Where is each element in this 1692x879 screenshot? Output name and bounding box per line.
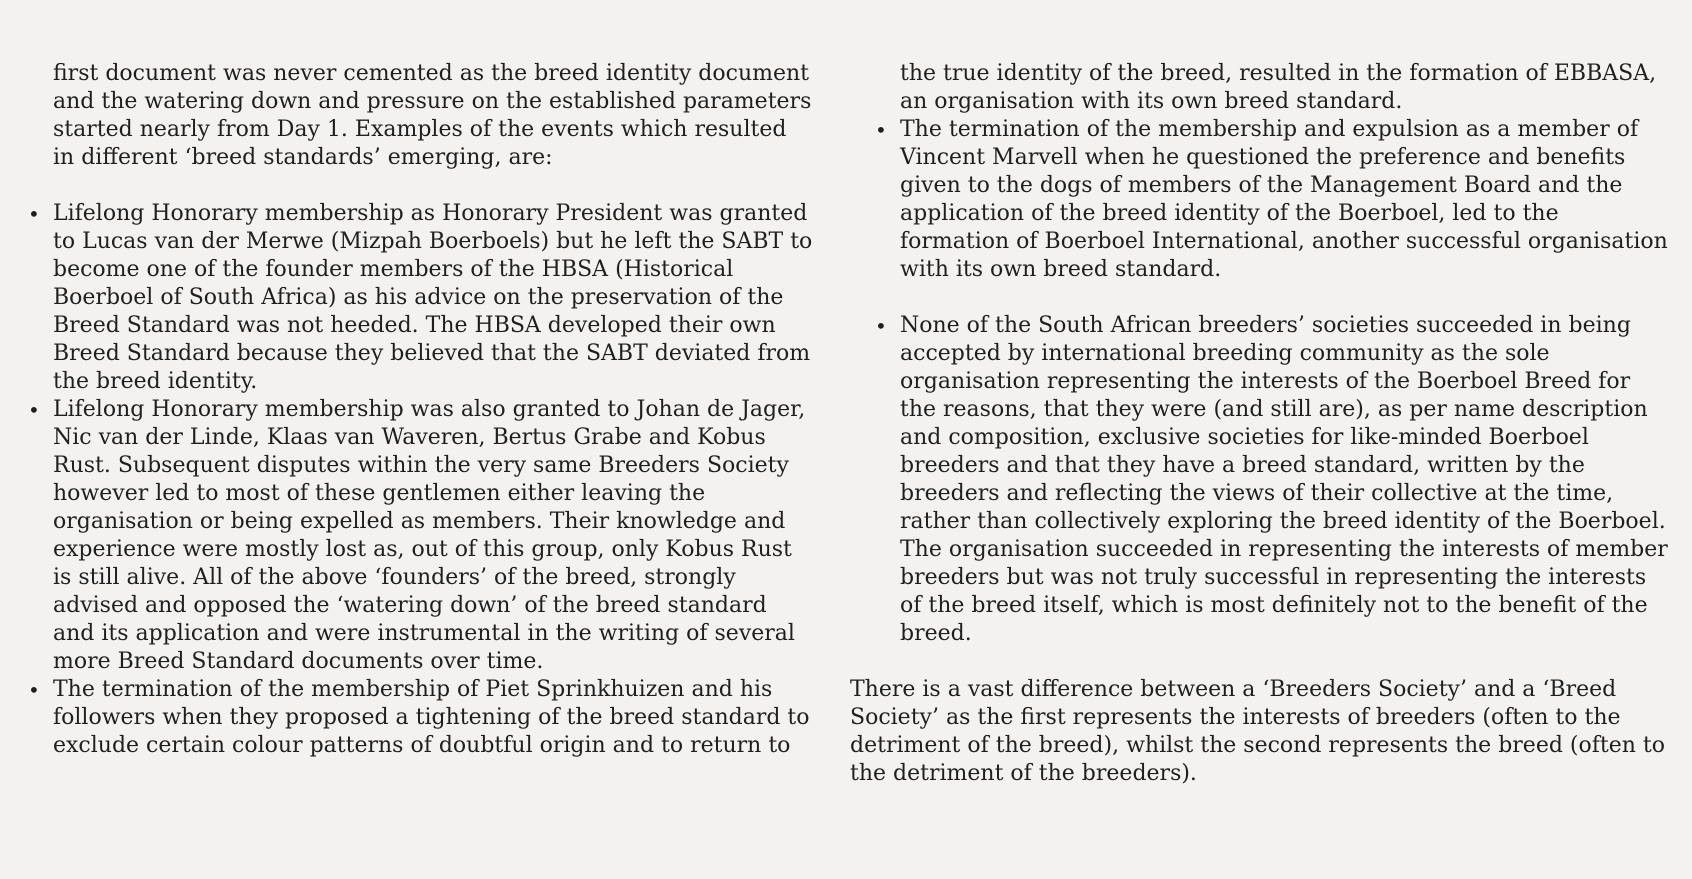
list-item-text: The termination of the membership of Piet Sprinkhuizen and his followers when they proposed a tightening of the breed standard to exclude certain colour patterns of doubtful origin and to return to: [53, 677, 810, 758]
list-item-text: Lifelong Honorary membership as Honorary President was granted to Lucas van der Merwe (Mizpah Boerboels) but he left the SABT to become one of the founder members of the HBSA (Historical Boerboel of South Africa) as his advice on the preservation of the Breed Standard was not heeded. The HBSA developed their own Breed Standard because they believed that the SABT deviated from the breed identity.: [53, 201, 813, 394]
left-bullet-list: [28, 200, 813, 760]
list-item: [875, 116, 1670, 284]
bullet-icon: •: [875, 118, 887, 142]
bullet-icon: •: [28, 678, 40, 702]
list-item: [28, 676, 813, 760]
intro-paragraph: first document was never cemented as the breed identity document and the watering down and pressure on the established parameters started nearly from Day 1. Examples of the events which resulted in different ‘breed standards’ emerging, are:: [53, 61, 812, 170]
list-item: [28, 200, 813, 396]
list-item: [28, 396, 813, 676]
left-column: [28, 60, 813, 760]
bullet-icon: •: [28, 398, 40, 422]
list-spacer: [900, 284, 1670, 312]
bullet-icon: •: [875, 314, 887, 338]
list-item-text: Lifelong Honorary membership was also granted to Johan de Jager, Nic van der Linde, Klaas van Waveren, Bertus Grabe and Kobus Rust. Subsequent disputes within the very same Breeders Society however led to most of these gentlemen either leaving the organisation or being expelled as members. Their knowledge and experience were mostly lost as, out of this group, only Kobus Rust is still alive. All of the above ‘founders’ of the breed, strongly advised and opposed the ‘watering down’ of the breed standard and its application and were instrumental in the writing of several more Breed Standard documents over time.: [53, 397, 806, 674]
continued-list-item-text: the true identity of the breed, resulted in the formation of EBBASA, an organisation with its own breed standard.: [900, 61, 1657, 114]
list-item-text: The termination of the membership and expulsion as a member of Vincent Marvell when he questioned the preference and benefits given to the dogs of members of the Management Board and the application of the breed identity of the Boerboel, led to the formation of Boerboel International, another successful organisation with its own breed standard.: [900, 117, 1668, 282]
closing-paragraph: There is a vast difference between a ‘Breeders Society’ and a ‘Breed Society’ as the first represents the interests of breeders (often to the detriment of the breed), whilst the second represents the breed (often to the detriment of the breeders).: [850, 677, 1665, 786]
right-column: [850, 60, 1670, 788]
list-item-text: None of the South African breeders’ societies succeeded in being accepted by international breeding community as the sole organisation representing the interests of the Boerboel Breed for the reasons, that they were (and still are), as per name description and composition, exclusive societies for like-minded Boerboel breeders and that they have a breed standard, written by the breeders and reflecting the views of their collective at the time, rather than collectively exploring the breed identity of the Boerboel. The organisation succeeded in representing the interests of member breeders but was not truly successful in representing the interests of the breed itself, which is most definitely not to the benefit of the breed.: [900, 313, 1668, 646]
bullet-icon: •: [28, 202, 40, 226]
right-bullet-list: [875, 116, 1670, 648]
list-item: [875, 312, 1670, 648]
